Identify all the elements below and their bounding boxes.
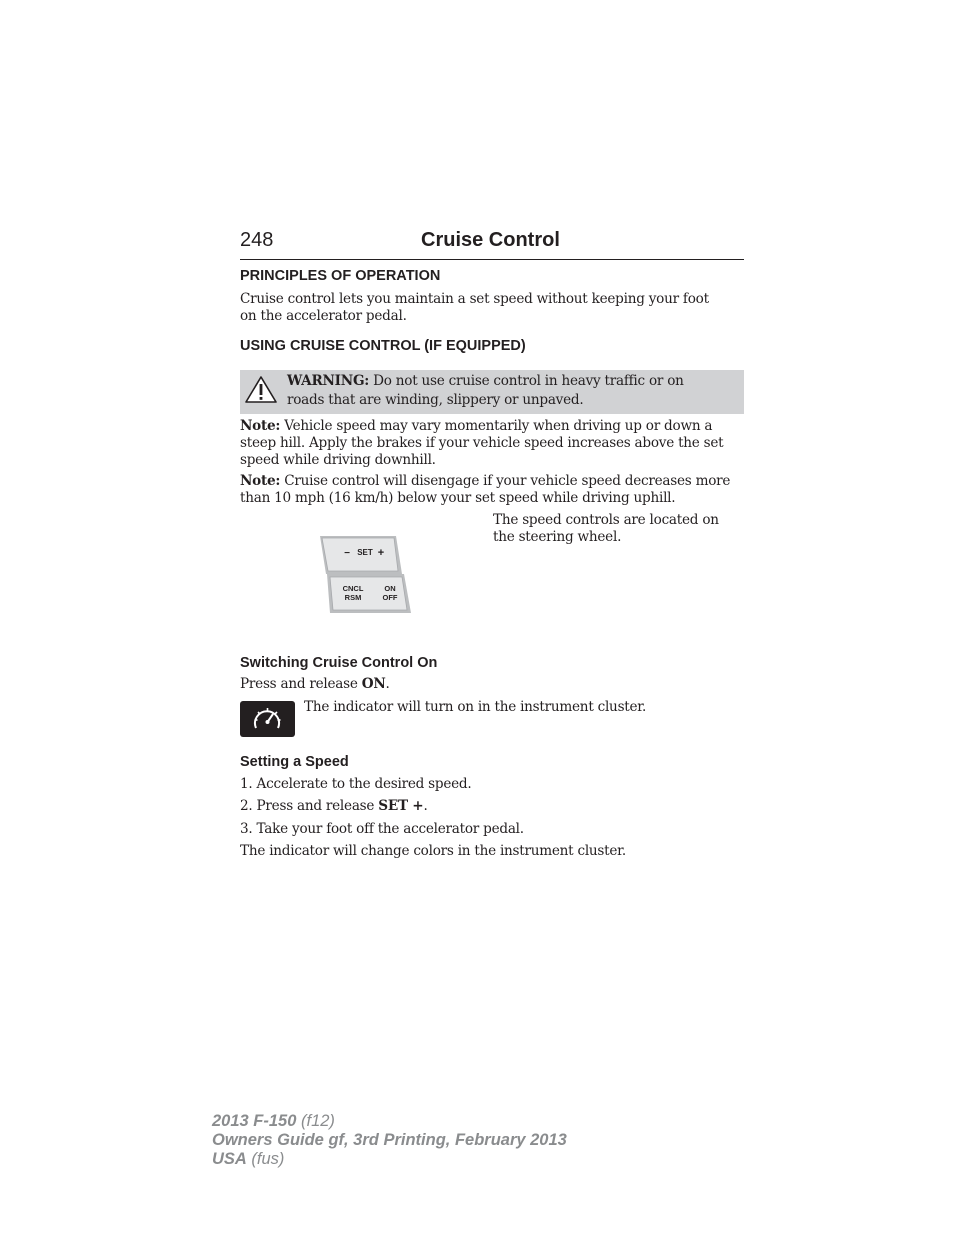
- footer-model: 2013 F-150: [212, 1112, 297, 1130]
- footer-region: USA: [212, 1150, 247, 1168]
- footer-model-code: (f12): [296, 1112, 335, 1130]
- principles-text-line2: on the accelerator pedal.: [240, 308, 407, 324]
- setting-closing: The indicator will change colors in the instrument cluster.: [240, 843, 626, 859]
- footer-region-line: [212, 1150, 284, 1169]
- set-plus-label: +: [377, 547, 385, 559]
- warning-label: WARNING:: [287, 373, 370, 389]
- header-rule: [240, 259, 744, 260]
- controls-caption-line2: the steering wheel.: [493, 529, 622, 545]
- note1-text-line2: steep hill. Apply the brakes if your vehicle speed increases above the set: [240, 435, 724, 451]
- steering-wheel-controls-illustration: [318, 534, 414, 616]
- page-number: 248: [240, 229, 274, 251]
- switching-press-prefix: Press and release: [240, 676, 362, 692]
- principles-heading: PRINCIPLES OF OPERATION: [240, 268, 441, 284]
- setting-step2-suffix: .: [423, 798, 428, 814]
- warning-triangle-icon: [244, 375, 278, 410]
- note1-label: Note:: [240, 418, 281, 434]
- note2-line1: [240, 473, 730, 490]
- switching-press-suffix: .: [385, 676, 390, 692]
- setting-step2-prefix: 2. Press and release: [240, 798, 379, 814]
- note2-text-line2: than 10 mph (16 km/h) below your set speed while driving uphill.: [240, 490, 676, 506]
- indicator-text: The indicator will turn on in the instrument cluster.: [304, 699, 647, 715]
- note1-text-line1: Vehicle speed may vary momentarily when driving up or down a: [280, 418, 713, 434]
- rsm-label: RSM: [344, 593, 362, 602]
- setting-step3: 3. Take your foot off the accelerator pedal.: [240, 821, 524, 837]
- principles-text-line1: Cruise control lets you maintain a set speed without keeping your foot: [240, 291, 709, 307]
- footer-guide: Owners Guide gf, 3rd Printing, February 2013: [212, 1131, 567, 1149]
- cncl-label: CNCL: [342, 584, 364, 593]
- note1-line1: [240, 418, 712, 435]
- using-heading: USING CRUISE CONTROL (IF EQUIPPED): [240, 338, 526, 354]
- warning-line1: [287, 373, 737, 390]
- setting-step2: [240, 798, 428, 815]
- note2-text-line1: Cruise control will disengage if your vehicle speed decreases more: [280, 473, 731, 489]
- controls-caption-line1: The speed controls are located on: [493, 512, 719, 528]
- footer-guide-line: [212, 1131, 567, 1150]
- switching-press-line: [240, 676, 390, 693]
- switching-press-key: ON: [361, 676, 386, 692]
- off-label: OFF: [382, 593, 398, 602]
- warning-text-line1: Do not use cruise control in heavy traffic or on: [369, 373, 684, 389]
- setting-step1: 1. Accelerate to the desired speed.: [240, 776, 472, 792]
- footer-model-line: [212, 1112, 335, 1131]
- set-minus-label: −: [344, 548, 350, 559]
- on-label: ON: [384, 584, 396, 593]
- switching-heading: Switching Cruise Control On: [240, 655, 438, 671]
- warning-text-line2: roads that are winding, slippery or unpaved.: [287, 392, 584, 408]
- setting-heading: Setting a Speed: [240, 754, 349, 770]
- footer-region-code: (fus): [246, 1150, 285, 1168]
- chapter-title: Cruise Control: [421, 229, 560, 251]
- warning-box: [240, 370, 744, 414]
- note1-text-line3: speed while driving downhill.: [240, 452, 436, 468]
- setting-step2-key: SET +: [378, 798, 424, 814]
- set-label: SET: [357, 548, 373, 557]
- note2-label: Note:: [240, 473, 281, 489]
- cruise-control-speedometer-icon: [240, 701, 295, 737]
